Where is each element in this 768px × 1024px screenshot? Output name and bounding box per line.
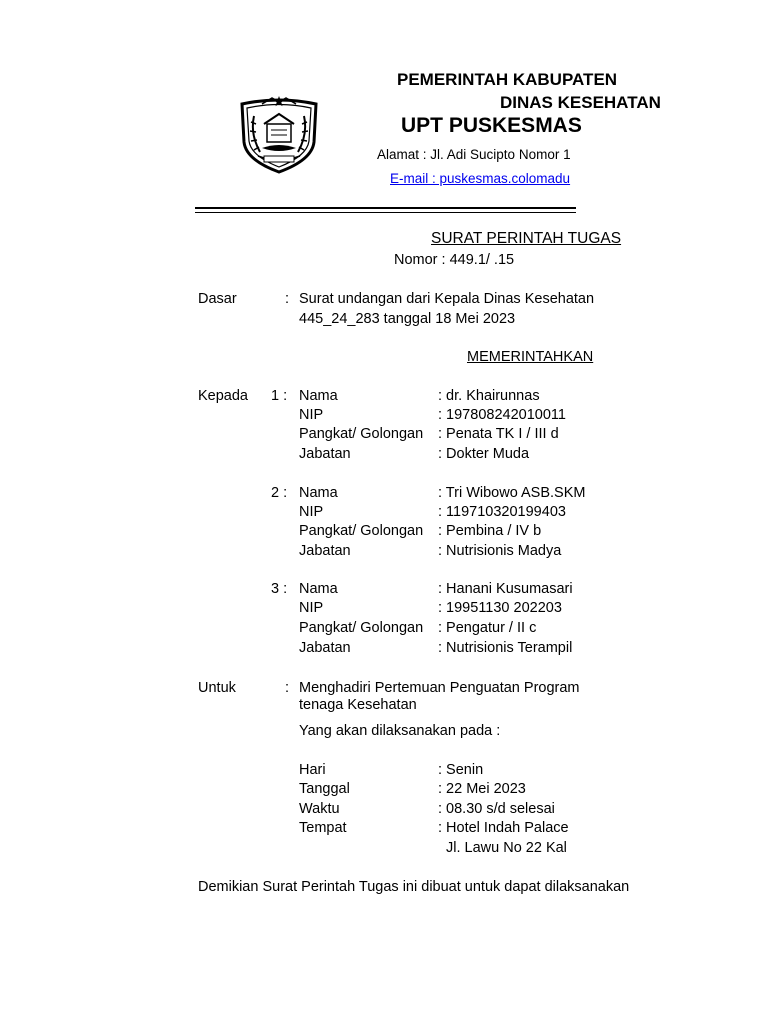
tempat-value: : Hotel Indah Palace [438, 820, 569, 836]
untuk-colon: : [285, 680, 290, 696]
dasar-line-2: 445_24_283 tanggal 18 Mei 2023 [299, 311, 516, 327]
person-3-jabatan-label: Jabatan [299, 640, 351, 656]
header-address: Alamat : Jl. Adi Sucipto Nomor 1 [377, 147, 571, 162]
dasar-line-1: Surat undangan dari Kepala Dinas Kesehatan [299, 291, 595, 307]
header-email-link[interactable]: E-mail : puskesmas.colomadu [390, 171, 571, 186]
person-3-nip: : 19951130 202203 [438, 600, 562, 616]
untuk-line-3: Yang akan dilaksanakan pada : [299, 723, 501, 739]
hari-value: : Senin [438, 762, 484, 778]
person-2-pangkat: : Pembina / IV b [438, 523, 542, 539]
closing-sentence: Demikian Surat Perintah Tugas ini dibuat untuk dapat dilaksanakan [198, 879, 630, 895]
waktu-label: Waktu [299, 801, 340, 817]
hari-label: Hari [299, 762, 326, 778]
person-3-nama: : Hanani Kusumasari [438, 581, 573, 597]
tanggal-value: : 22 Mei 2023 [438, 781, 526, 797]
person-3-nama-label: Nama [299, 581, 338, 597]
person-1-nip-label: NIP [299, 407, 324, 423]
person-3-pangkat-label: Pangkat/ Golongan [299, 620, 424, 636]
person-1-nama: : dr. Khairunnas [438, 388, 540, 404]
letter-number: Nomor : 449.1/ .15 [394, 252, 515, 268]
header-line-3: UPT PUSKESMAS [401, 114, 582, 137]
person-2-jabatan: : Nutrisionis Madya [438, 543, 562, 559]
person-3-pangkat: : Pengatur / II c [438, 620, 537, 636]
person-2-nip-label: NIP [299, 504, 324, 520]
person-1-pangkat-label: Pangkat/ Golongan [299, 426, 424, 442]
memerintahkan-heading: MEMERINTAHKAN [467, 349, 594, 365]
regency-emblem-logo [234, 94, 324, 176]
person-2-nip: : 119710320199403 [438, 504, 566, 520]
header-line-2: DINAS KESEHATAN [500, 93, 661, 112]
person-1-jabatan: : Dokter Muda [438, 446, 530, 462]
person-2-index: 2 : [271, 485, 288, 501]
person-2-nama-label: Nama [299, 485, 338, 501]
person-1-pangkat: : Penata TK I / III d [438, 426, 559, 442]
tempat-address: Jl. Lawu No 22 Kal [446, 840, 567, 856]
untuk-line-2: tenaga Kesehatan [299, 697, 417, 713]
header-divider-thick [195, 207, 576, 209]
person-2-pangkat-label: Pangkat/ Golongan [299, 523, 424, 539]
person-3-jabatan: : Nutrisionis Terampil [438, 640, 573, 656]
person-1-nip: : 197808242010011 [438, 407, 566, 423]
person-2-nama: : Tri Wibowo ASB.SKM [438, 485, 586, 501]
untuk-line-1: Menghadiri Pertemuan Penguatan Program [299, 680, 580, 696]
tanggal-label: Tanggal [299, 781, 350, 797]
person-3-index: 3 : [271, 581, 288, 597]
header-line-1: PEMERINTAH KABUPATEN [397, 70, 618, 89]
tempat-label: Tempat [299, 820, 347, 836]
person-1-nama-label: Nama [299, 388, 338, 404]
header-divider-thin [195, 212, 576, 213]
untuk-label: Untuk [198, 680, 236, 696]
person-1-jabatan-label: Jabatan [299, 446, 351, 462]
letter-title: SURAT PERINTAH TUGAS [431, 230, 622, 247]
person-2-jabatan-label: Jabatan [299, 543, 351, 559]
dasar-label: Dasar [198, 291, 237, 307]
dasar-colon: : [285, 291, 290, 307]
person-1-index: 1 : [271, 388, 288, 404]
waktu-value: : 08.30 s/d selesai [438, 801, 555, 817]
person-3-nip-label: NIP [299, 600, 324, 616]
kepada-label: Kepada [198, 388, 248, 404]
